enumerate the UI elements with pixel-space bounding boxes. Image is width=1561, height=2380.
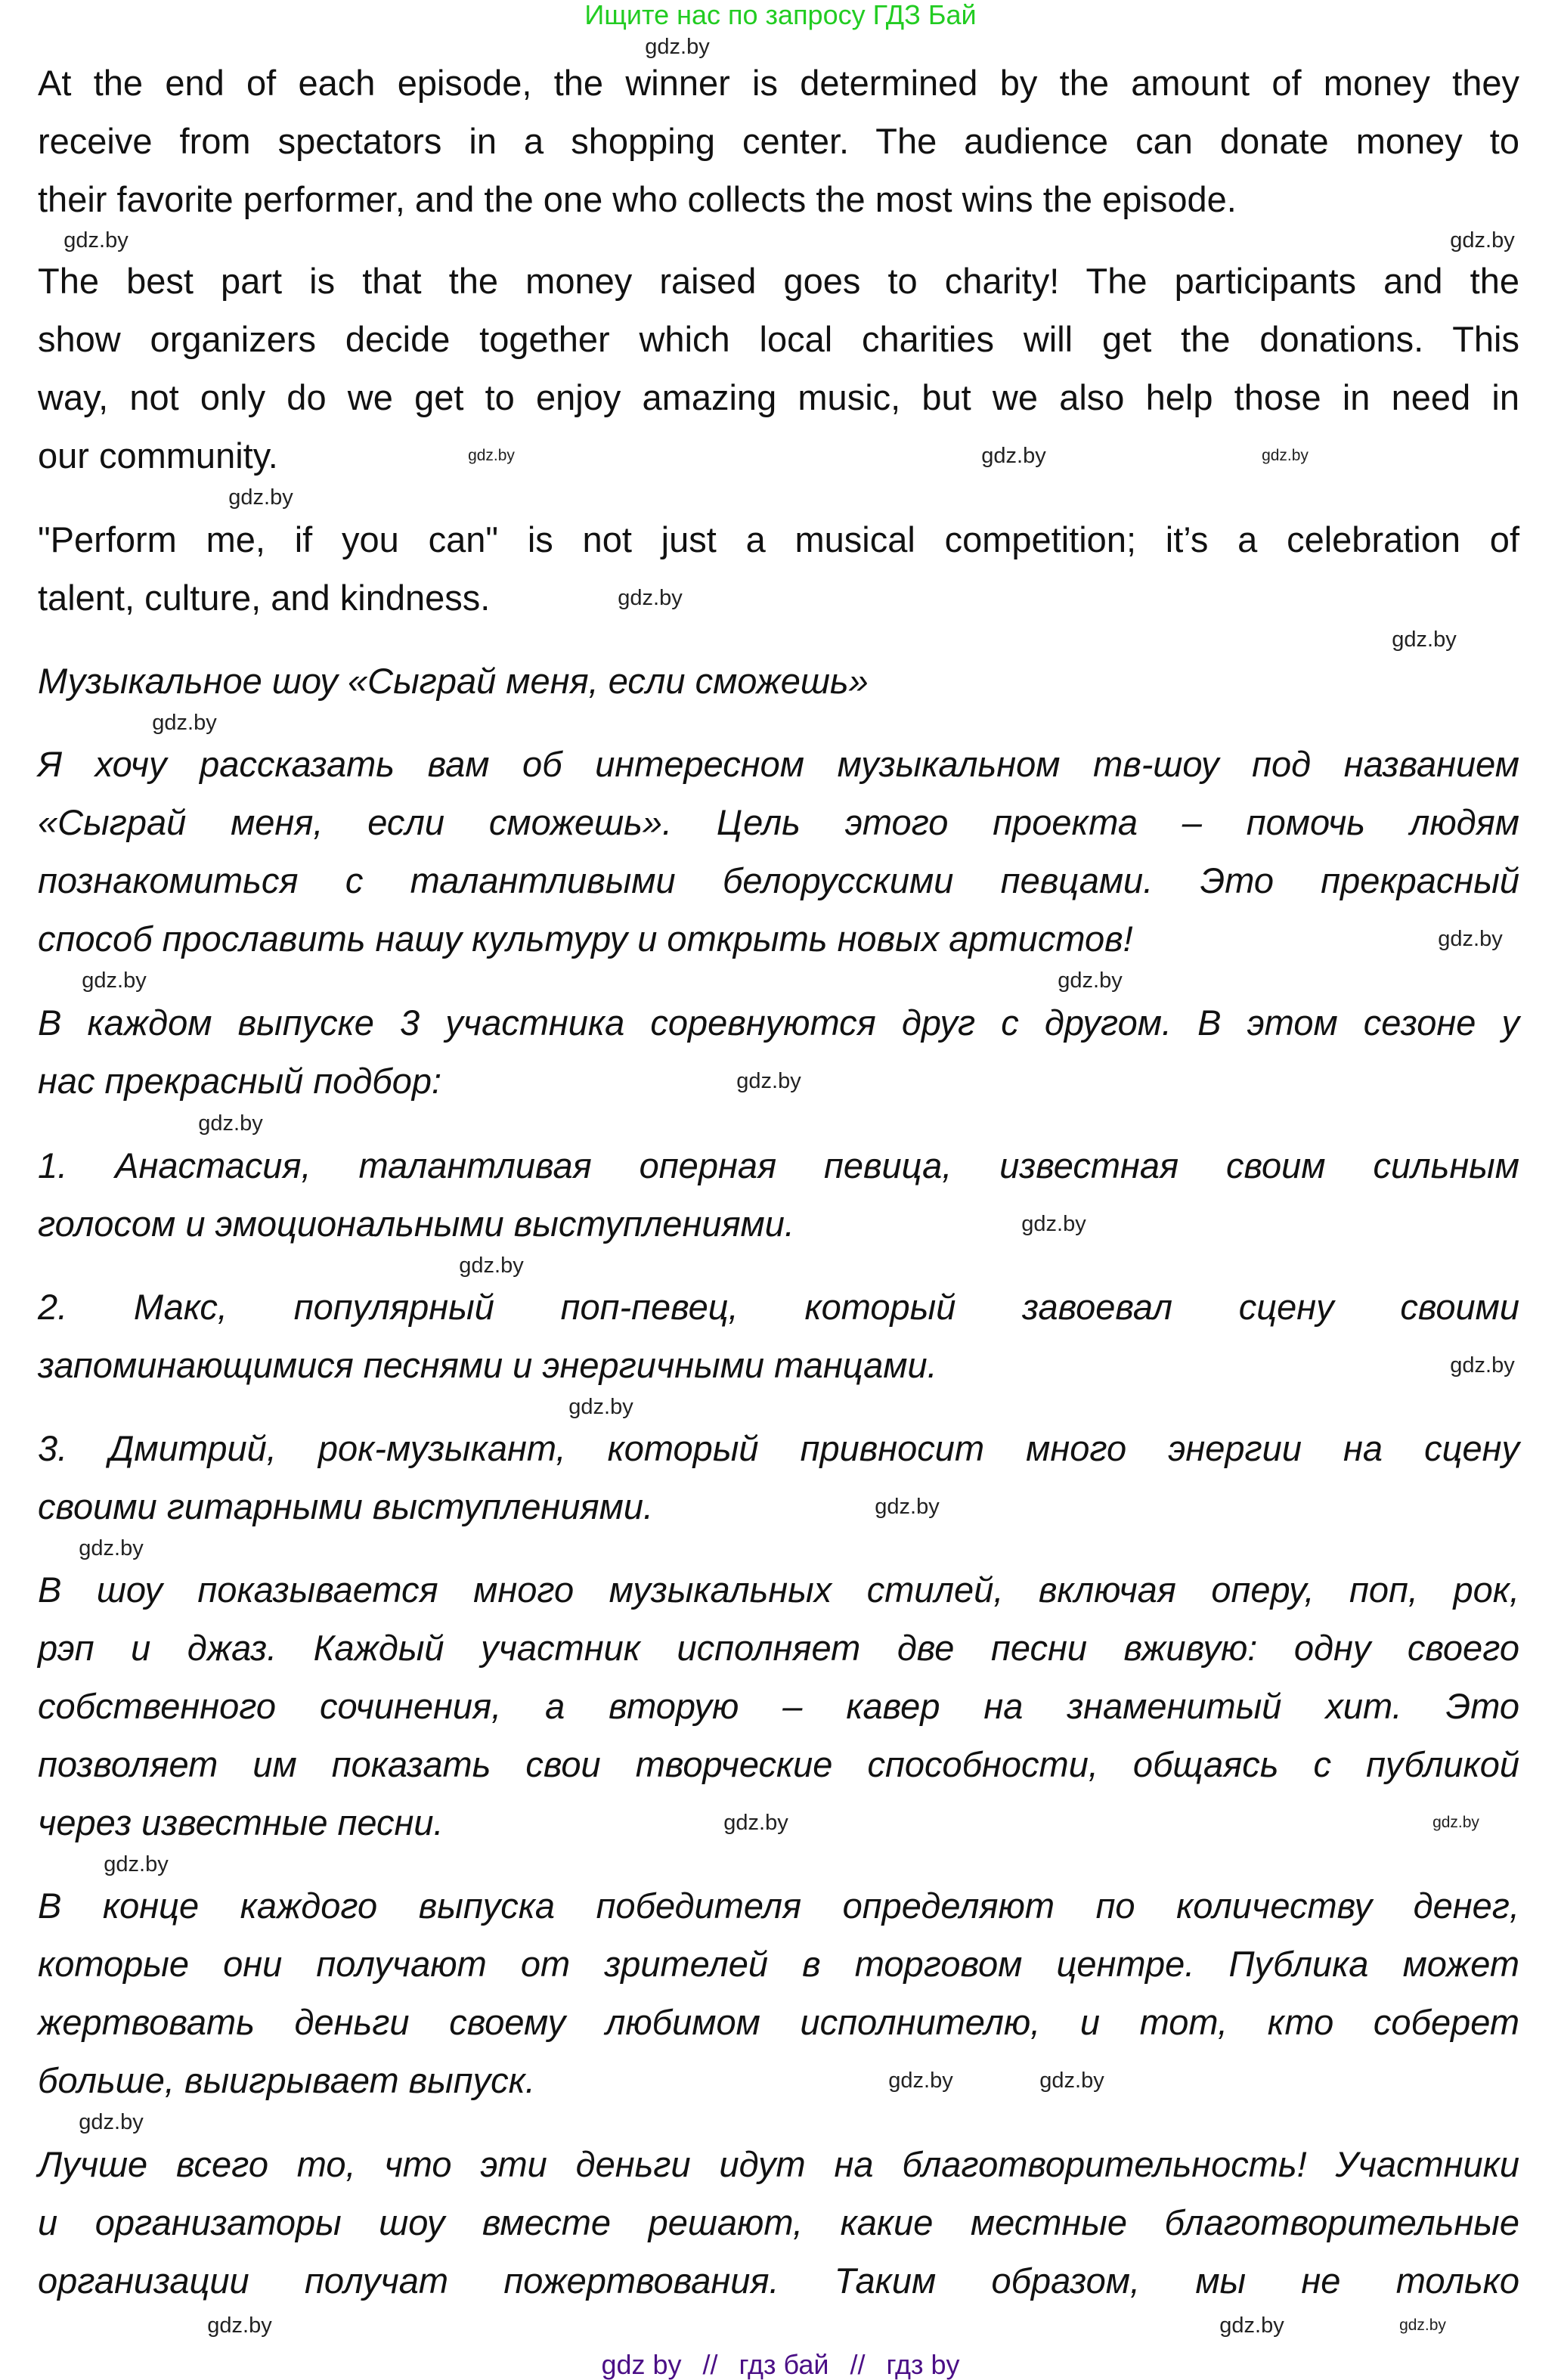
text-line: receive from spectators in a shopping center. The audience can donate money to <box>38 121 1519 161</box>
footer-links <box>0 2350 1561 2380</box>
watermark: gdz.by <box>1039 2069 1104 2093</box>
list-item-max <box>38 1278 1519 1395</box>
text-line: и организаторы шоу вместе решают, какие местные благотворительные <box>38 2202 1519 2242</box>
text-line: жертвовать деньги своему любимом исполнителю, и тот, кто соберет <box>38 2002 1519 2042</box>
text-line: "Perform me, if you can" is not just a musical competition; it’s a celebration of <box>38 519 1519 559</box>
footer-separator: // <box>702 2349 718 2380</box>
list-item-anastasia <box>38 1137 1519 1254</box>
watermark: gdz.by <box>198 1111 263 1136</box>
watermark: gdz.by <box>1219 2313 1284 2338</box>
text-line: организации получат пожертвования. Таким образом, мы не только <box>38 2261 1519 2301</box>
text-line: The best part is that the money raised goes to charity! The participants and the <box>38 261 1519 301</box>
watermark: gdz.by <box>1399 2316 1446 2334</box>
text-line: show organizers decide together which local charities will get the donations. This <box>38 319 1519 359</box>
watermark: gdz.by <box>459 1254 524 1278</box>
watermark: gdz.by <box>228 485 293 510</box>
text-line: Лучше всего то, что эти деньги идут на благотворительность! Участники <box>38 2144 1519 2184</box>
footer-link-gdz-by-ru[interactable]: гдз by <box>886 2349 960 2380</box>
watermark: gdz.by <box>79 1536 144 1560</box>
text-line: Музыкальное шоу «Сыграй меня, если сможешь» <box>38 661 869 701</box>
text-line: больше, выигрывает выпуск. <box>38 2060 535 2100</box>
paragraph-intro-ru <box>38 736 1519 968</box>
watermark: gdz.by <box>79 2110 144 2134</box>
paragraph-conclusion <box>38 511 1519 628</box>
text-line: голосом и эмоциональными выступлениями. <box>38 1204 794 1244</box>
watermark: gdz.by <box>618 586 683 610</box>
watermark: gdz.by <box>1450 228 1515 253</box>
text-line: 1. Анастасия, талантливая оперная певица, известная своим сильным <box>38 1145 1519 1185</box>
watermark: gdz.by <box>568 1395 633 1419</box>
text-line: At the end of each episode, the winner is determined by the amount of money they <box>38 63 1519 103</box>
text-line: 2. Макс, популярный поп-певец, который завоевал сцену своими <box>38 1287 1519 1327</box>
paragraph-winner <box>38 54 1519 229</box>
search-banner: Ищите нас по запросу ГДЗ Бай <box>584 0 977 30</box>
watermark: gdz.by <box>104 1852 169 1876</box>
text-line: познакомиться с талантливыми белорусскими певцами. Это прекрасный <box>38 860 1519 900</box>
watermark: gdz.by <box>1058 968 1123 993</box>
watermark: gdz.by <box>645 35 710 59</box>
text-line: В шоу показывается много музыкальных стилей, включая оперу, поп, рок, <box>38 1570 1519 1610</box>
footer-link-gdz-by[interactable]: gdz by <box>601 2349 682 2380</box>
watermark: gdz.by <box>1021 1212 1086 1236</box>
paragraph-winner-ru <box>38 1877 1519 2110</box>
watermark: gdz.by <box>1450 1353 1515 1377</box>
text-line: В конце каждого выпуска победителя определяют по количеству денег, <box>38 1886 1519 1926</box>
watermark: gdz.by <box>1262 447 1309 464</box>
text-line: their favorite performer, and the one who collects the most wins the episode. <box>38 179 1237 219</box>
watermark: gdz.by <box>207 2313 272 2338</box>
text-line: way, not only do we get to enjoy amazing music, but we also help those in need in <box>38 377 1519 417</box>
text-line: нас прекрасный подбор: <box>38 1061 442 1101</box>
translation-title <box>38 652 1519 711</box>
watermark: gdz.by <box>981 444 1046 468</box>
watermark: gdz.by <box>82 968 147 993</box>
watermark: gdz.by <box>152 711 217 735</box>
watermark: gdz.by <box>1438 927 1503 951</box>
paragraph-styles-ru <box>38 1561 1519 1852</box>
watermark: gdz.by <box>63 228 129 253</box>
text-line: «Сыграй меня, если сможешь». Цель этого проекта – помочь людям <box>38 802 1519 842</box>
text-line: 3. Дмитрий, рок-музыкант, который привносит много энергии на сцену <box>38 1428 1519 1468</box>
watermark: gdz.by <box>468 447 515 464</box>
text-line: через известные песни. <box>38 1802 444 1842</box>
text-line: которые они получают от зрителей в торговом центре. Публика может <box>38 1944 1519 1984</box>
text-line: рэп и джаз. Каждый участник исполняет две песни вживую: одну своего <box>38 1628 1519 1668</box>
paragraph-charity-ru <box>38 2136 1519 2310</box>
watermark: gdz.by <box>1432 1814 1479 1831</box>
text-line: позволяет им показать свои творческие способности, общаясь с публикой <box>38 1744 1519 1784</box>
text-line: собственного сочинения, а вторую – кавер на знаменитый хит. Это <box>38 1686 1519 1726</box>
watermark: gdz.by <box>875 1495 940 1519</box>
watermark: gdz.by <box>888 2069 953 2093</box>
list-item-dmitry <box>38 1420 1519 1536</box>
footer-separator: // <box>850 2349 866 2380</box>
text-line: our community. <box>38 435 278 476</box>
text-line: своими гитарными выступлениями. <box>38 1486 654 1526</box>
text-line: В каждом выпуске 3 участника соревнуются друг с другом. В этом сезоне у <box>38 1003 1519 1043</box>
watermark: gdz.by <box>736 1069 801 1093</box>
text-line: запоминающимися песнями и энергичными танцами. <box>38 1345 937 1385</box>
text-line: talent, culture, and kindness. <box>38 578 491 618</box>
watermark: gdz.by <box>723 1811 788 1835</box>
text-line: способ прославить нашу культуру и открыть новых артистов! <box>38 919 1133 959</box>
footer-link-gdz-bai[interactable]: гдз бай <box>739 2349 829 2380</box>
watermark: gdz.by <box>1392 628 1457 652</box>
text-line: Я хочу рассказать вам об интересном музыкальном тв-шоу под названием <box>38 744 1519 784</box>
